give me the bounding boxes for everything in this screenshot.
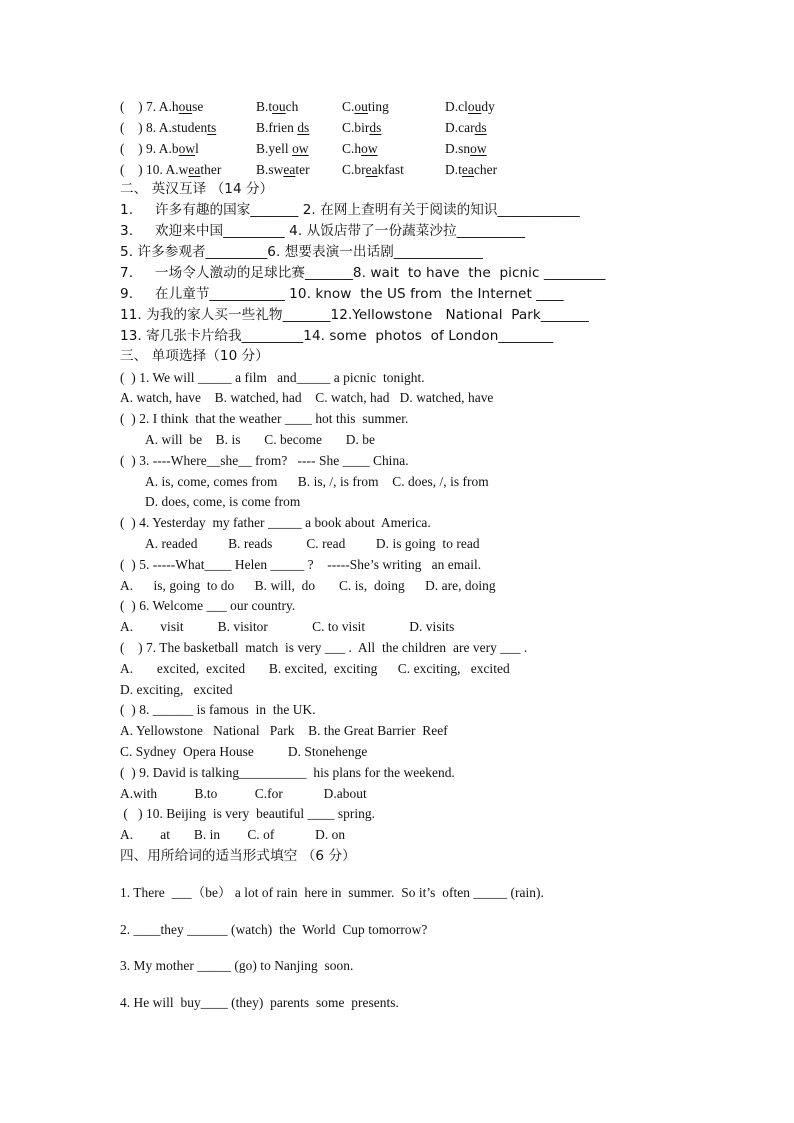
translation-line: 11. 为我的家人买一些礼物_______12.Yellowstone National Park_______ bbox=[120, 307, 589, 323]
fill-blank-line: 1. There ___（be） a lot of rain here in summer. So it’s often _____ (rain). bbox=[120, 885, 544, 900]
option-line: A. will be B. is C. become D. be bbox=[145, 432, 376, 447]
option-line: A. is, come, comes from B. is, /, is from C. does, /, is from bbox=[145, 474, 489, 489]
question-line: ( ) 2. I think that the weather ____ hot this summer. bbox=[120, 411, 409, 426]
section4-heading: 四、用所给词的适当形式填空 （6 分） bbox=[120, 848, 356, 864]
translation-line: 13. 寄几张卡片给我_________14. some photos of London________ bbox=[120, 328, 554, 344]
phonetics-option: ( ) 8. A.students bbox=[120, 120, 217, 135]
option-line: A. watch, have B. watched, had C. watch, had D. watched, have bbox=[120, 390, 494, 405]
translation-line: 5. 许多参观者_________6. 想要表演一出话剧_____________ bbox=[120, 244, 483, 260]
option-line: A. readed B. reads C. read D. is going to read bbox=[145, 536, 480, 551]
option-line: D. exciting, excited bbox=[120, 682, 233, 697]
translation-line: 7. 一场令人激动的足球比赛_______8. wait to have the picnic _________ bbox=[120, 265, 606, 281]
phonetics-option: B.frien ds bbox=[256, 120, 310, 135]
question-line: ( ) 4. Yesterday my father _____ a book about America. bbox=[120, 515, 431, 530]
phonetics-option: D.teacher bbox=[445, 162, 498, 177]
phonetics-option: B.yell ow bbox=[256, 141, 309, 156]
phonetics-option: D.cloudy bbox=[445, 99, 495, 114]
phonetics-option: ( ) 10. A.weather bbox=[120, 162, 222, 177]
translation-line: 9. 在儿童节___________ 10. know the US from the Internet ____ bbox=[120, 286, 564, 302]
phonetics-option: C.outing bbox=[342, 99, 389, 114]
phonetics-option: C.breakfast bbox=[342, 162, 404, 177]
translation-line: 1. 许多有趣的国家_______ 2. 在网上查明有关于阅读的知识____________ bbox=[120, 202, 580, 218]
option-line: A. Yellowstone National Park B. the Great Barrier Reef bbox=[120, 723, 448, 738]
option-line: A. is, going to do B. will, do C. is, doing D. are, doing bbox=[120, 578, 496, 593]
question-line: ( ) 7. The basketball match is very ___ . All the children are very ___ . bbox=[120, 640, 528, 655]
phonetics-option: D.snow bbox=[445, 141, 487, 156]
phonetics-option: ( ) 9. A.bowl bbox=[120, 141, 199, 156]
fill-blank-line: 4. He will buy____ (they) parents some presents. bbox=[120, 995, 399, 1010]
option-line: A.with B.to C.for D.about bbox=[120, 786, 367, 801]
question-line: ( ) 5. -----What____ Helen _____ ? -----She’s writing an email. bbox=[120, 557, 482, 572]
option-line: A. at B. in C. of D. on bbox=[120, 827, 346, 842]
question-line: ( ) 8. ______ is famous in the UK. bbox=[120, 702, 316, 717]
phonetics-option: B.touch bbox=[256, 99, 299, 114]
option-line: A. visit B. visitor C. to visit D. visits bbox=[120, 619, 455, 634]
phonetics-option: B.sweater bbox=[256, 162, 310, 177]
translation-line: 3. 欢迎来中国_________ 4. 从饭店带了一份蔬菜沙拉__________ bbox=[120, 223, 526, 239]
option-line: A. excited, excited B. excited, exciting C. exciting, excited bbox=[120, 661, 510, 676]
phonetics-option: C.birds bbox=[342, 120, 382, 135]
section2-heading: 二、 英汉互译 （14 分） bbox=[120, 181, 274, 197]
option-line: D. does, come, is come from bbox=[145, 494, 301, 509]
question-line: ( ) 1. We will _____ a film and_____ a picnic tonight. bbox=[120, 370, 425, 385]
fill-blank-line: 3. My mother _____ (go) to Nanjing soon. bbox=[120, 958, 354, 973]
question-line: ( ) 3. ----Where__she__ from? ---- She ____ China. bbox=[120, 453, 409, 468]
phonetics-option: ( ) 7. A.house bbox=[120, 99, 204, 114]
fill-blank-line: 2. ____they ______ (watch) the World Cup tomorrow? bbox=[120, 922, 428, 937]
question-line: ( ) 10. Beijing is very beautiful ____ spring. bbox=[120, 806, 376, 821]
question-line: ( ) 9. David is talking__________ his plans for the weekend. bbox=[120, 765, 455, 780]
question-line: ( ) 6. Welcome ___ our country. bbox=[120, 598, 296, 613]
phonetics-option: D.cards bbox=[445, 120, 487, 135]
option-line: C. Sydney Opera House D. Stonehenge bbox=[120, 744, 368, 759]
section3-heading: 三、 单项选择（10 分） bbox=[120, 348, 269, 364]
phonetics-option: C.how bbox=[342, 141, 378, 156]
